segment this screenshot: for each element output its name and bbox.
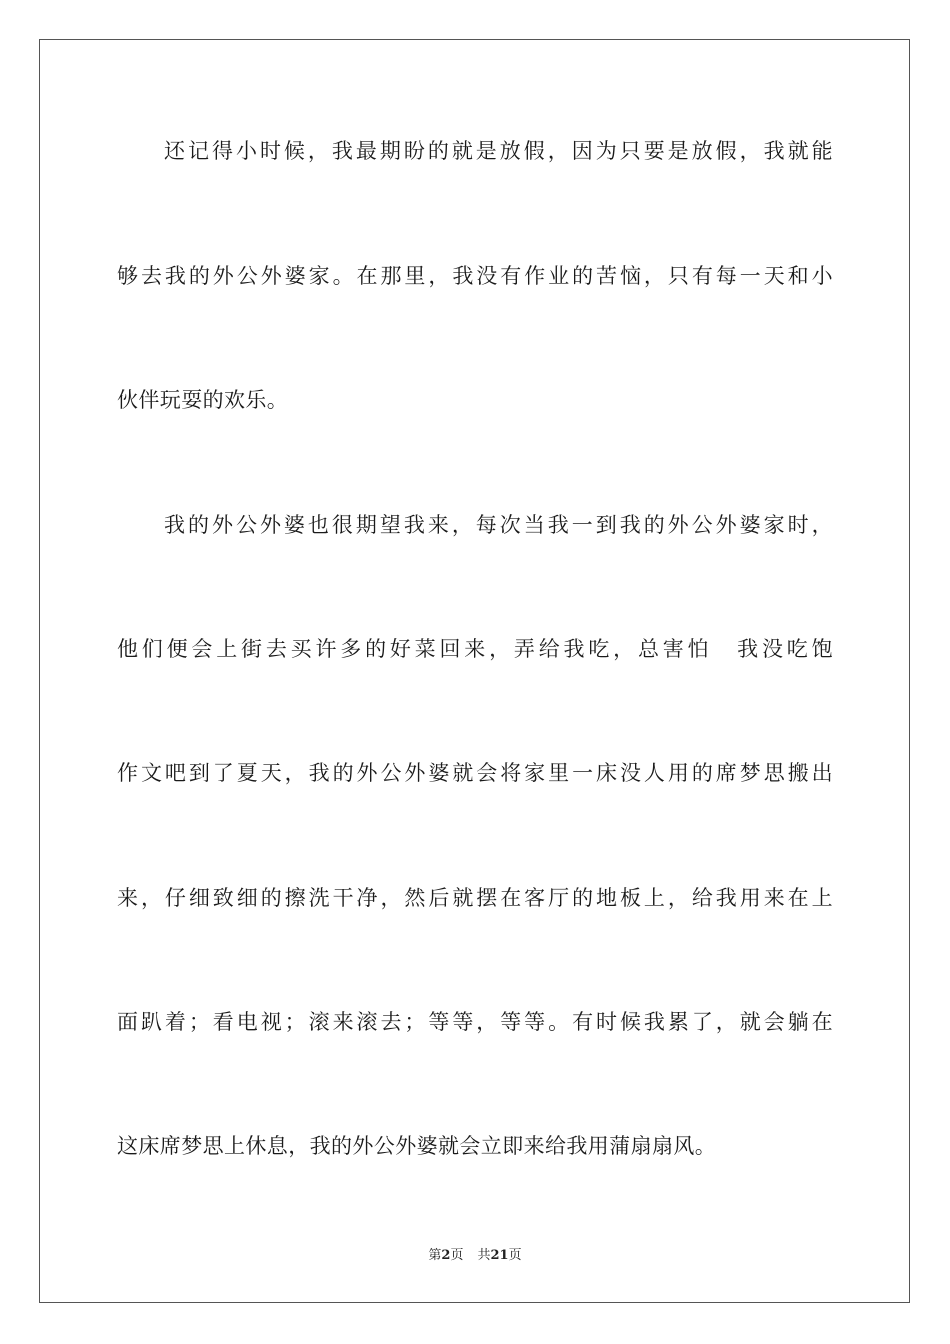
footer-total-pages: 21 (490, 1248, 509, 1263)
page-footer (0, 1247, 950, 1265)
footer-total-suffix: 页 (508, 1248, 522, 1263)
paragraph-2-line-2: 他们便会上街去买许多的好菜回来，弄给我吃，总害怕 我没吃饱 (117, 637, 833, 661)
paragraph-2-line-5: 面趴着；看电视；滚来滚去；等等，等等。有时候我累了，就会躺在 (117, 1010, 833, 1034)
footer-total-prefix: 共 (477, 1248, 491, 1263)
page-border (39, 39, 910, 1303)
footer-page-number: 2 (441, 1248, 451, 1263)
paragraph-2-line-6: 这床席梦思上休息，我的外公外婆就会立即来给我用蒲扇扇风。 (117, 1134, 717, 1158)
paragraph-1-line-2: 够去我的外公外婆家。在那里，我没有作业的苦恼，只有每一天和小 (117, 264, 833, 288)
footer-page-suffix: 页 (450, 1248, 464, 1263)
paragraph-1-line-3: 伙伴玩耍的欢乐。 (117, 388, 289, 412)
paragraph-2-line-4: 来，仔细致细的擦洗干净，然后就摆在客厅的地板上，给我用来在上 (117, 886, 833, 910)
paragraph-2-line-3: 作文吧到了夏天，我的外公外婆就会将家里一床没人用的席梦思搬出 (117, 761, 833, 785)
paragraph-1-line-1: 还记得小时候，我最期盼的就是放假，因为只要是放假，我就能 (164, 139, 833, 163)
paragraph-2-line-1: 我的外公外婆也很期望我来，每次当我一到我的外公外婆家时， (164, 513, 833, 537)
footer-page-prefix: 第 (428, 1248, 442, 1263)
